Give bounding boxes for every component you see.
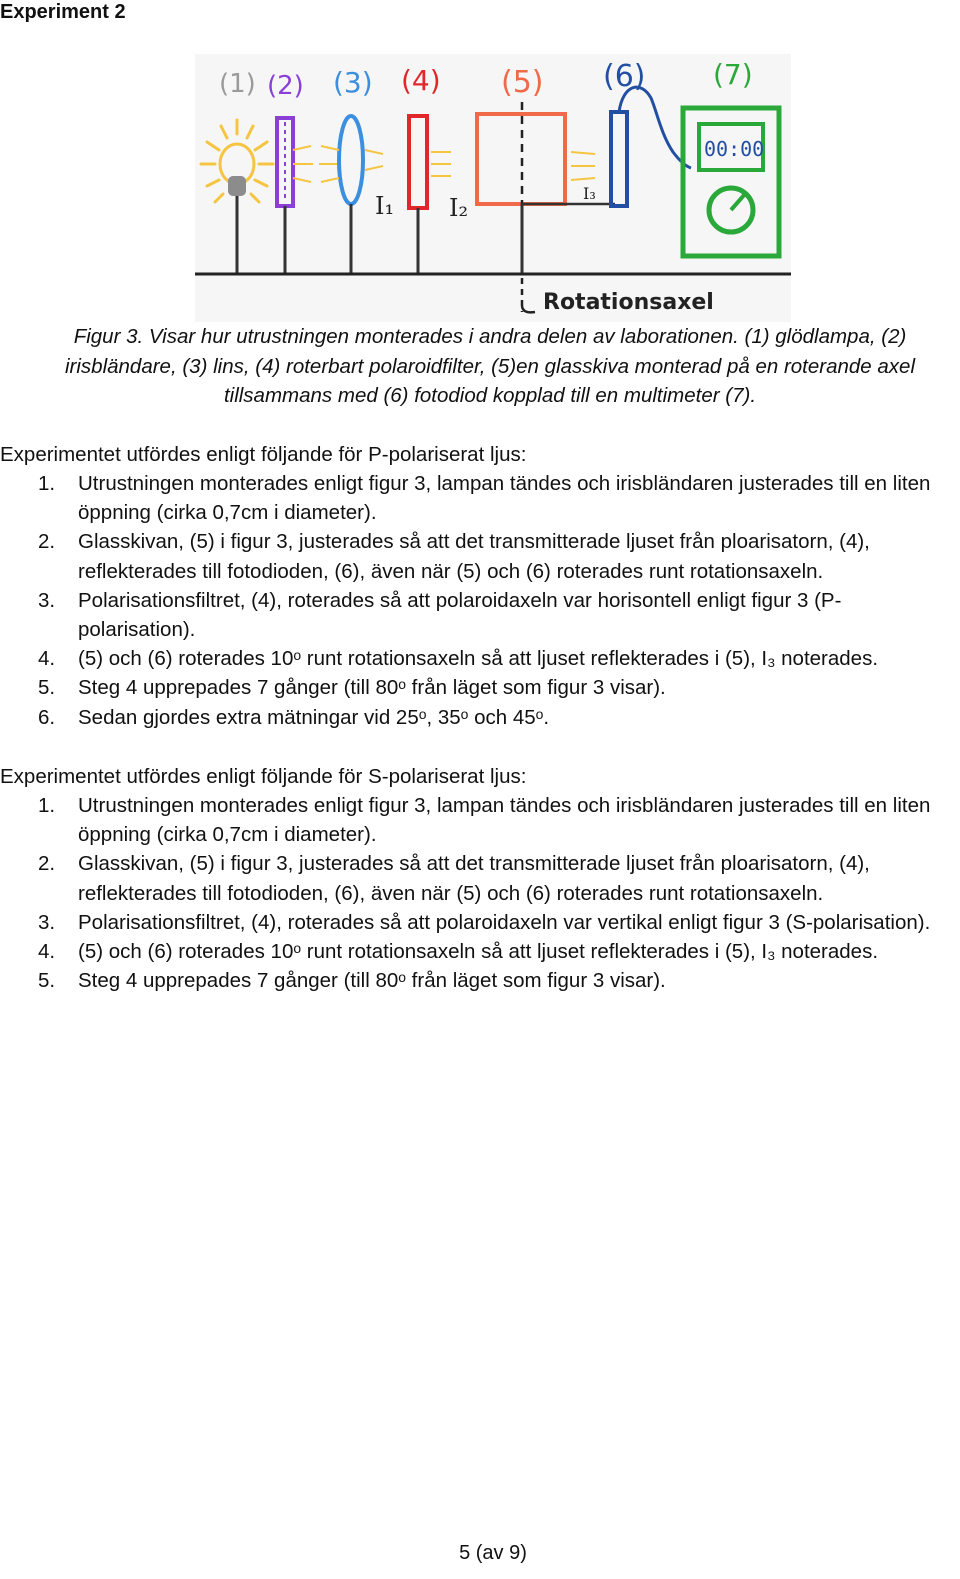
step-number: 4. — [38, 940, 56, 964]
step-text: Glasskivan, (5) i figur 3, justerades så att det transmitterade ljuset från ploarisatorn, (4), reflekterades till fotodioden, (6), även när (5) och (6) roterades runt rotationsaxeln. — [78, 852, 870, 905]
list-item — [0, 469, 960, 527]
list-item — [0, 644, 960, 673]
step-number: 2. — [38, 530, 56, 554]
page-number: 5 (av 9) — [459, 1542, 527, 1564]
step-text: Polarisationsfiltret, (4), roterades så att polaroidaxeln var horisontell enligt figur 3 (P-polarisation). — [78, 588, 842, 642]
i3-label: I₃ — [583, 184, 596, 203]
label-6: (6) — [603, 59, 646, 94]
rotation-axis-label: Rotationsaxel — [543, 290, 714, 315]
photodiode-icon — [611, 87, 691, 206]
step-number: 6. — [38, 705, 56, 729]
list-item — [0, 673, 960, 702]
polaroid-filter-icon — [409, 116, 451, 274]
iris-diaphragm-icon — [277, 118, 313, 274]
step-number: 2. — [38, 852, 56, 876]
label-1: (1) — [219, 69, 256, 99]
label-4: (4) — [401, 64, 441, 97]
step-number: 3. — [38, 588, 56, 612]
list-item — [0, 527, 960, 585]
multimeter-display: 00:00 — [704, 137, 765, 161]
p-steps-list — [0, 469, 960, 732]
step-number: 1. — [38, 472, 56, 495]
list-item — [0, 586, 960, 644]
list-item — [0, 791, 960, 849]
step-text: Steg 4 upprepades 7 gånger (till 80ᵒ från läget som figur 3 visar). — [78, 969, 666, 993]
step-text: Sedan gjordes extra mätningar vid 25ᵒ, 35ᵒ och 45ᵒ. — [78, 705, 550, 729]
step-text: Glasskivan, (5) i figur 3, justerades så att det transmitterade ljuset från ploarisatorn, (4), reflekterades till fotodioden, (6), även när (5) och (6) roterades runt rotationsaxeln. — [78, 530, 870, 583]
p-section-intro: Experimentet utfördes enligt följande för P-polariserat ljus: — [0, 443, 527, 466]
s-steps-list — [0, 791, 960, 995]
step-text: (5) och (6) roterades 10ᵒ runt rotationsaxeln så att ljuset reflekterades i (5), I₃ noterades. — [78, 940, 879, 964]
lamp-icon — [201, 120, 273, 274]
setup-diagram — [195, 54, 791, 322]
step-text: Polarisationsfiltret, (4), roterades så att polaroidaxeln var vertikal enligt figur 3 (S-polarisation). — [78, 910, 931, 934]
list-item — [0, 966, 960, 995]
label-2: (2) — [267, 71, 304, 101]
figure-caption: Figur 3. Visar hur utrustningen monterades i andra delen av laborationen. (1) glödlampa, (2) irisbländare, (3) lins, (4) roterbart polaroidfilter, (5)en glasskiva monterad på en roterande axel tillsammans med (6) fotodiod kopplad till en multimeter (7). — [64, 325, 916, 407]
list-item — [0, 908, 960, 937]
multimeter-icon — [683, 108, 779, 256]
i1-label: I₁ — [375, 192, 395, 220]
step-number: 4. — [38, 647, 56, 671]
step-number: 3. — [38, 910, 56, 934]
lens-icon — [319, 116, 383, 274]
label-7: (7) — [713, 58, 753, 91]
i2-label: I₂ — [449, 194, 469, 222]
figure-3 — [195, 54, 791, 322]
step-text: Utrustningen monterades enligt figur 3, lampan tändes och irisbländaren justerades till en liten öppning (cirka 0,7cm i diameter). — [78, 794, 931, 847]
label-5: (5) — [501, 65, 544, 100]
list-item — [0, 849, 960, 907]
step-text: Utrustningen monterades enligt figur 3, lampan tändes och irisbländaren justerades till en liten öppning (cirka 0,7cm i diameter). — [78, 472, 931, 525]
step-number: 5. — [38, 676, 56, 700]
step-text: (5) och (6) roterades 10ᵒ runt rotationsaxeln så att ljuset reflekterades i (5), I₃ noterades. — [78, 647, 879, 671]
step-number: 5. — [38, 969, 56, 993]
step-number: 1. — [38, 794, 56, 817]
s-section-intro: Experimentet utfördes enligt följande för S-polariserat ljus: — [0, 765, 527, 788]
section-heading: Experiment 2 — [0, 1, 126, 23]
list-item — [0, 703, 960, 732]
label-3: (3) — [333, 66, 373, 99]
list-item — [0, 937, 960, 966]
step-text: Steg 4 upprepades 7 gånger (till 80ᵒ från läget som figur 3 visar). — [78, 676, 666, 700]
